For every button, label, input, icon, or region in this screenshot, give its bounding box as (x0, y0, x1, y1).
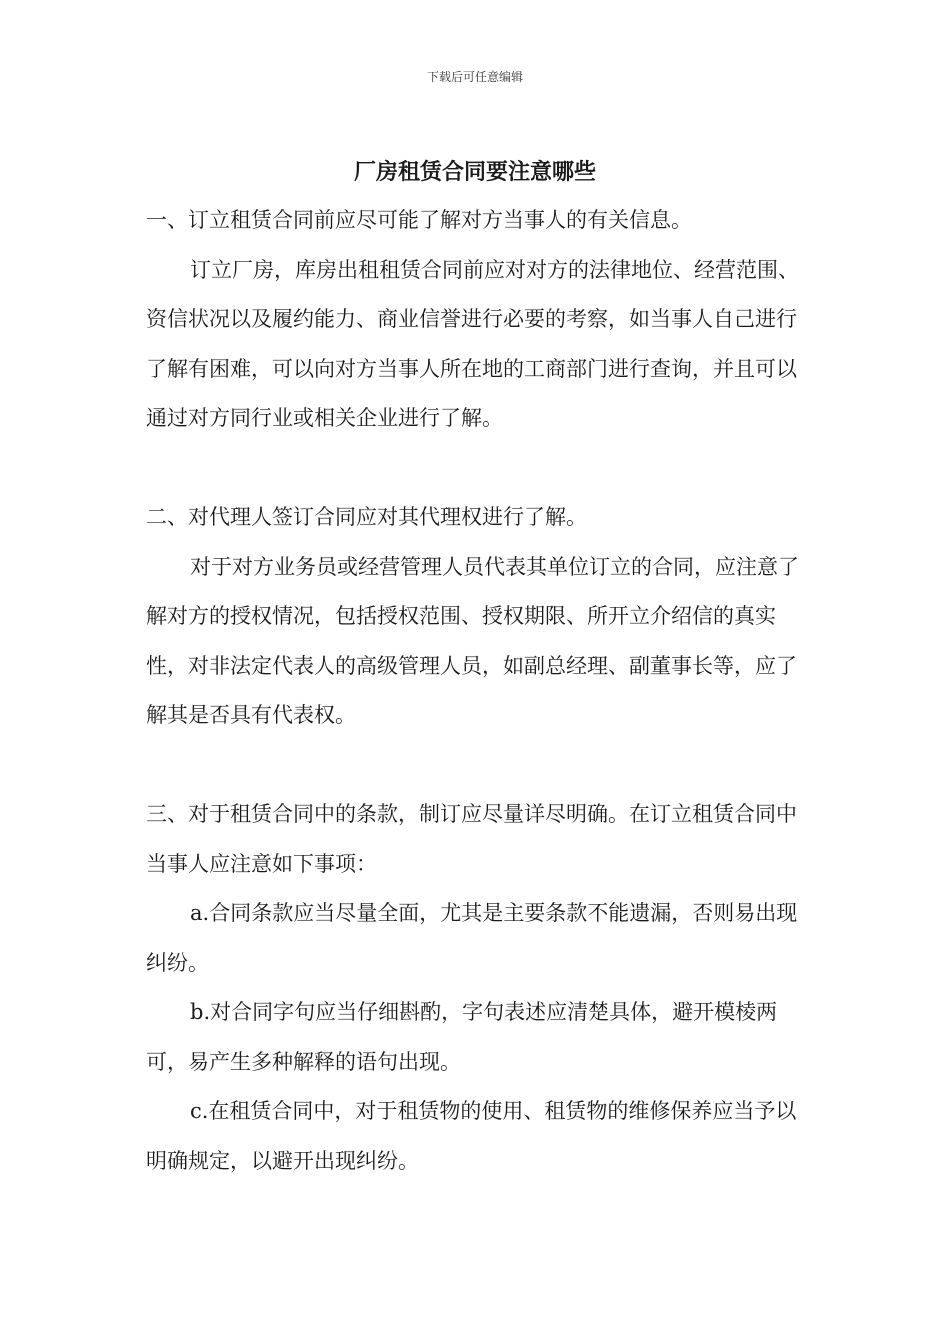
section-2-paragraph-1: 对于对方业务员或经营管理人员代表其单位订立的合同，应注意了解对方的授权情况，包括授权范围、授权期限、所开立介绍信的真实性，对非法定代表人的高级管理人员，如副总经理、副董事长等，应了解其是否具有代表权。 (146, 554, 799, 727)
section-spacer (146, 741, 806, 791)
header-note: 下载后可任意编辑 (426, 70, 523, 84)
section-3-item-c: c.在租赁合同中，对于租赁物的使用、租赁物的维修保养应当予以明确规定，以避开出现纠纷。 (146, 1099, 797, 1173)
section-1-heading: 一、订立租赁合同前应尽可能了解对方当事人的有关信息。 (146, 208, 692, 232)
section-2-heading: 二、对代理人签订合同应对其代理权进行了解。 (146, 505, 587, 529)
section-spacer (146, 444, 806, 494)
section-3-item-b: b.对合同字句应当仔细斟酌，字句表述应清楚具体，避开模棱两可，易产生多种解释的语句出现。 (146, 1000, 778, 1074)
section-3-item-a: a.合同条款应当尽量全面，尤其是主要条款不能遗漏，否则易出现纠纷。 (146, 901, 798, 975)
document-title: 厂房租赁合同要注意哪些 (353, 160, 596, 185)
section-1-paragraph-1: 订立厂房，库房出租租赁合同前应对对方的法律地位、经营范围、资信状况以及履约能力、商业信誉进行必要的考察，如当事人自己进行了解有困难，可以向对方当事人所在地的工商部门进行查询，并且可以通过对方同行业或相关企业进行了解。 (146, 257, 799, 430)
section-3-heading: 三、对于租赁合同中的条款，制订应尽量详尽明确。在订立租赁合同中当事人应注意如下事项： (146, 802, 797, 876)
document-body (146, 196, 806, 1186)
